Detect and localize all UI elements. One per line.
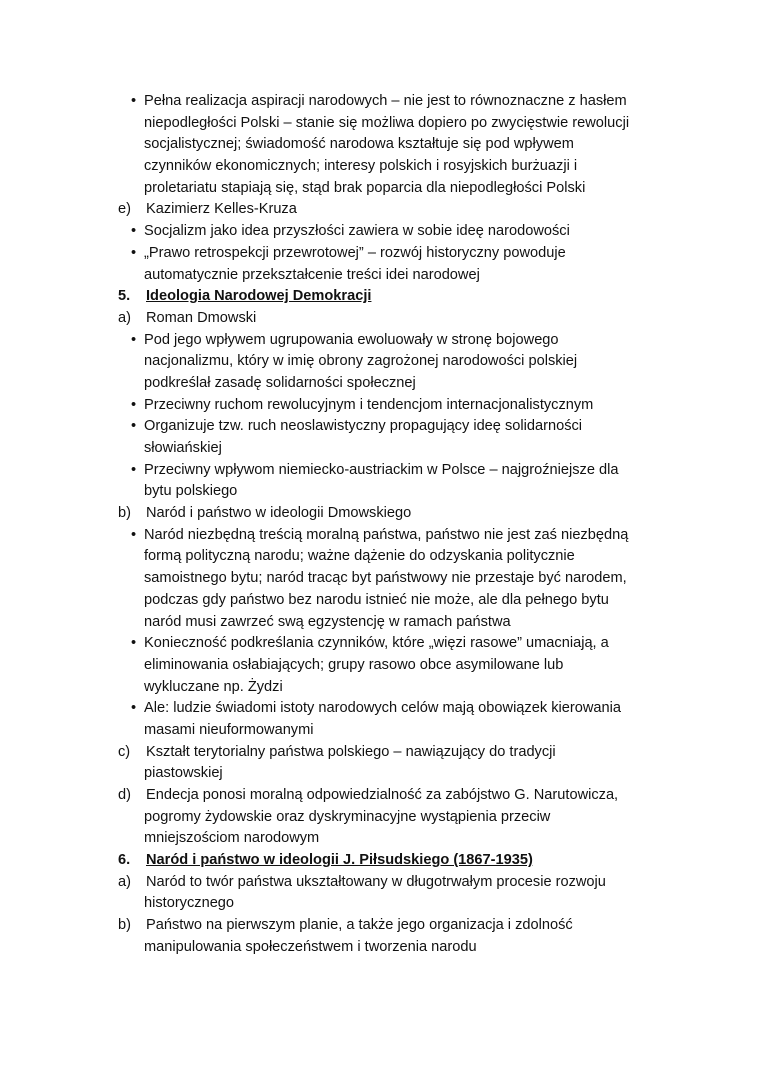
bullet-text: Przeciwny ruchom rewolucyjnym i tendencjom internacjonalistycznym xyxy=(144,396,594,413)
continuation-line xyxy=(118,893,638,915)
lettered-item xyxy=(118,742,638,785)
continuation-line xyxy=(118,156,638,178)
bullet-icon: • xyxy=(131,526,137,543)
continuation-text: historycznego xyxy=(144,895,235,912)
continuation-text: socjalistycznej; świadomość narodowa kształtuje się pod wpływem xyxy=(144,136,574,153)
continuation-line xyxy=(118,937,638,959)
bullet-line xyxy=(118,698,638,720)
continuation-text: samoistnego bytu; naród tracąc byt państwowy nie przestaje być narodem, xyxy=(144,570,627,587)
bullet-item xyxy=(118,525,638,633)
section-number: 6. xyxy=(118,852,131,869)
bullet-item xyxy=(118,395,638,417)
heading-line xyxy=(118,850,638,872)
continuation-line xyxy=(118,481,638,503)
list-marker: a) xyxy=(118,873,131,890)
continuation-text: wykluczane np. Żydzi xyxy=(144,678,283,695)
bullet-item xyxy=(118,91,638,199)
lettered-text: Roman Dmowski xyxy=(146,309,257,326)
lettered-text: Kształt terytorialny państwa polskiego – nawiązujący do tradycji xyxy=(146,743,556,760)
bullet-text: Pod jego wpływem ugrupowania ewoluowały w stronę bojowego xyxy=(144,331,559,348)
continuation-text: podczas gdy państwo bez narodu istnieć nie może, ale dla pełnego bytu xyxy=(144,591,609,608)
continuation-line xyxy=(118,438,638,460)
bullet-icon: • xyxy=(131,635,137,652)
list-marker: d) xyxy=(118,787,131,803)
bullet-icon: • xyxy=(131,223,137,240)
bullet-text: Konieczność podkreślania czynników, które „więzi rasowe” umacniają, a xyxy=(144,635,609,652)
section-title: Naród i państwo w ideologii J. Piłsudskiego (1867-1935) xyxy=(146,852,533,869)
continuation-line xyxy=(118,113,638,135)
continuation-text: naród musi zawrzeć swą egzystencję w ramach państwa xyxy=(144,613,511,630)
continuation-line xyxy=(118,828,638,850)
lettered-line xyxy=(118,742,638,764)
bullet-item xyxy=(118,460,638,503)
lettered-text: Państwo na pierwszym planie, a także jego organizacja i zdolność xyxy=(146,917,573,934)
lettered-line xyxy=(118,915,638,937)
lettered-item xyxy=(118,308,638,330)
bullet-text: Pełna realizacja aspiracji narodowych – nie jest to równoznaczne z hasłem xyxy=(144,93,627,109)
lettered-line xyxy=(118,503,638,525)
continuation-text: podkreślał zasadę solidarności społecznej xyxy=(144,374,416,391)
list-marker: c) xyxy=(118,743,131,760)
bullet-line xyxy=(118,416,638,438)
bullet-line xyxy=(118,243,638,265)
continuation-text: słowiańskiej xyxy=(144,440,222,456)
bullet-line xyxy=(118,460,638,482)
bullet-line xyxy=(118,633,638,655)
section-number: 5. xyxy=(118,288,131,305)
continuation-text: manipulowania społeczeństwem i tworzenia narodu xyxy=(144,938,477,955)
lettered-text: Naród i państwo w ideologii Dmowskiego xyxy=(146,505,412,522)
list-marker: b) xyxy=(118,505,131,522)
continuation-line xyxy=(118,568,638,590)
bullet-icon: • xyxy=(131,700,137,717)
bullet-text: Socjalizm jako idea przyszłości zawiera w sobie ideę narodowości xyxy=(144,223,570,240)
bullet-line xyxy=(118,221,638,243)
lettered-line xyxy=(118,199,638,221)
bullet-text: Naród niezbędną treścią moralną państwa, państwo nie jest zaś niezbędną xyxy=(144,526,629,543)
bullet-item xyxy=(118,416,638,459)
bullet-item xyxy=(118,221,638,243)
list-marker: a) xyxy=(118,309,131,326)
continuation-text: proletariatu stapiają się, stąd brak poparcia dla niepodległości Polski xyxy=(144,179,586,196)
continuation-text: automatycznie przekształcenie treści idei narodowej xyxy=(144,266,480,283)
continuation-line xyxy=(118,807,638,829)
bullet-icon: • xyxy=(131,244,137,261)
bullet-item xyxy=(118,633,638,698)
bullet-item xyxy=(118,243,638,286)
continuation-line xyxy=(118,373,638,395)
lettered-item xyxy=(118,785,638,850)
continuation-text: czynników ekonomicznych; interesy polskich i rosyjskich burżuazji i xyxy=(144,158,578,175)
bullet-text: Przeciwny wpływom niemiecko-austriackim w Polsce – najgroźniejsze dla xyxy=(144,461,619,478)
continuation-text: nacjonalizmu, który w imię obrony zagrożonej narodowości polskiej xyxy=(144,353,578,370)
bullet-line xyxy=(118,525,638,547)
bullet-line xyxy=(118,330,638,352)
lettered-line xyxy=(118,872,638,894)
lettered-text: Endecja ponosi moralną odpowiedzialność za zabójstwo G. Narutowicza, xyxy=(146,787,619,803)
lettered-item xyxy=(118,915,638,958)
continuation-text: niepodległości Polski – stanie się możliwa dopiero po zwycięstwie rewolucji xyxy=(144,114,630,131)
continuation-line xyxy=(118,655,638,677)
lettered-line xyxy=(118,785,638,807)
continuation-line xyxy=(118,178,638,200)
bullet-line xyxy=(118,395,638,417)
continuation-line xyxy=(118,677,638,699)
heading-line xyxy=(118,286,638,308)
bullet-icon: • xyxy=(131,396,137,413)
section-heading xyxy=(118,286,638,308)
continuation-line xyxy=(118,546,638,568)
continuation-line xyxy=(118,265,638,287)
continuation-line xyxy=(118,612,638,634)
list-marker: b) xyxy=(118,917,131,934)
bullet-text: Organizuje tzw. ruch neoslawistyczny propagujący ideę solidarności xyxy=(144,418,583,435)
bullet-text: Ale: ludzie świadomi istoty narodowych celów mają obowiązek kierowania xyxy=(144,700,621,717)
lettered-item xyxy=(118,872,638,915)
continuation-line xyxy=(118,720,638,742)
bullet-icon: • xyxy=(131,331,137,348)
continuation-line xyxy=(118,763,638,785)
bullet-icon: • xyxy=(131,418,137,435)
list-marker: e) xyxy=(118,201,131,218)
continuation-line xyxy=(118,134,638,156)
lettered-text: Naród to twór państwa ukształtowany w długotrwałym procesie rozwoju xyxy=(146,873,606,890)
continuation-text: formą polityczną narodu; ważne dążenie do odzyskania politycznie xyxy=(144,548,575,565)
bullet-icon: • xyxy=(131,93,137,109)
continuation-line xyxy=(118,590,638,612)
continuation-text: pogromy żydowskie oraz dyskryminacyjne wystąpienia przeciw xyxy=(144,808,551,825)
section-heading xyxy=(118,850,638,872)
bullet-line xyxy=(118,91,638,113)
document-body xyxy=(118,91,638,959)
lettered-text: Kazimierz Kelles-Kruza xyxy=(146,201,297,218)
continuation-line xyxy=(118,351,638,373)
bullet-item xyxy=(118,330,638,395)
continuation-text: eliminowania osłabiających; grupy rasowo obce asymilowane lub xyxy=(144,656,564,673)
lettered-item xyxy=(118,503,638,525)
lettered-item xyxy=(118,199,638,221)
bullet-text: „Prawo retrospekcji przewrotowej” – rozwój historyczny powoduje xyxy=(144,244,566,261)
continuation-text: masami nieuformowanymi xyxy=(144,721,314,738)
bullet-icon: • xyxy=(131,461,137,478)
continuation-text: piastowskiej xyxy=(144,765,223,782)
continuation-text: mniejszościom narodowym xyxy=(144,830,320,847)
section-title: Ideologia Narodowej Demokracji xyxy=(146,288,372,305)
lettered-line xyxy=(118,308,638,330)
bullet-item xyxy=(118,698,638,741)
continuation-text: bytu polskiego xyxy=(144,483,238,500)
